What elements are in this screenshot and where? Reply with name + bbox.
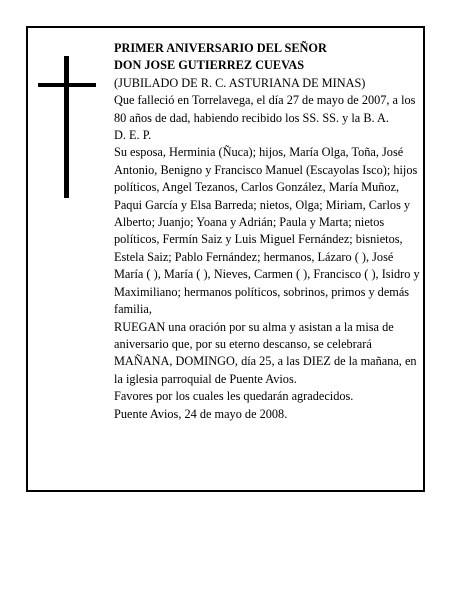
- title-line-1: PRIMER ANIVERSARIO DEL SEÑOR: [114, 41, 327, 55]
- cross-vertical-bar: [64, 56, 69, 198]
- death-info: Que falleció en Torrelavega, el día 27 de mayo de 2007, a los 80 años de dad, habiendo recibido los SS. SS. y la B. A.: [114, 93, 416, 125]
- subtitle: (JUBILADO DE R. C. ASTURIANA DE MINAS): [114, 75, 366, 90]
- rip-line: D. E. P.: [114, 128, 152, 143]
- thanks-line: Favores por los cuales les quedarán agradecidos.: [114, 389, 354, 404]
- notice-text: [114, 40, 424, 423]
- place-date: Puente Avios, 24 de mayo de 2008.: [114, 406, 288, 421]
- title-line-2: DON JOSE GUTIERREZ CUEVAS: [114, 58, 305, 73]
- cross-icon: [38, 56, 96, 198]
- obituary-notice: [26, 26, 425, 492]
- cross-horizontal-bar: [38, 83, 96, 87]
- mass-request: RUEGAN una oración por su alma y asistan a la misa de aniversario que, por su eterno descanso, se celebrará MAÑANA, DOMINGO, día 25, a las DIEZ de la mañana, en la iglesia parroquial de Puente Avios.: [114, 319, 417, 386]
- family-list: Su esposa, Herminia (Ñuca); hijos, María Olga, Toña, José Antonio, Benigno y Francisco Manuel (Escayolas Isco); hijos políticos, Angel Tezanos, Carlos González, María Muñoz, Paqui García y Elsa Barreda; nietos, Olga; Miriam, Carlos y Alberto; Juanjo; Yoana y Adrián; Paula y Marta; nietos políticos, Fermín Saiz y Luis Miguel Fernández; bisnietos, Estela Saiz; Pablo Fernández; hermanos, Lázaro ( ), José María ( ), María ( ), Nieves, Carmen ( ), Francisco ( ), Isidro y Maximiliano; hermanos políticos, sobrinos, primos y demás familia,: [114, 145, 420, 317]
